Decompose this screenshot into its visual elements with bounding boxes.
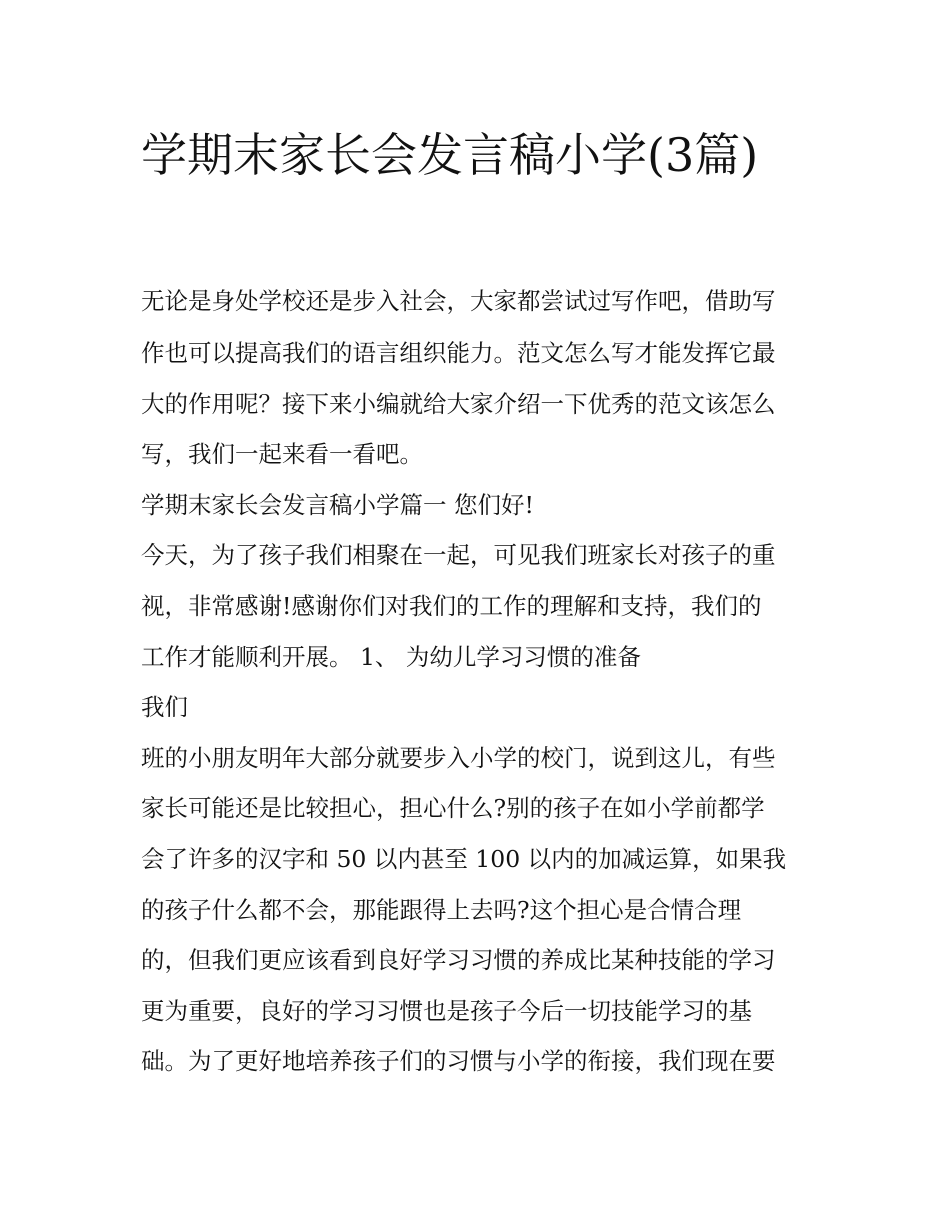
body-line: 我们 xyxy=(141,693,188,721)
body-line: 写，我们一起来看一看吧。 xyxy=(141,440,423,468)
body-line: 班的小朋友明年大部分就要步入小学的校门，说到这儿，有些 xyxy=(141,744,776,772)
body-line: 的，但我们更应该看到良好学习习惯的养成比某种技能的学习 xyxy=(141,946,776,974)
section-heading: 学期末家长会发言稿小学篇一 您们好! xyxy=(141,491,534,519)
body-line: 视，非常感谢!感谢你们对我们的工作的理解和支持，我们的 xyxy=(141,592,762,620)
body-line: 更为重要，良好的学习习惯也是孩子今后一切技能学习的基 xyxy=(141,997,752,1025)
body-line: 作也可以提高我们的语言组织能力。范文怎么写才能发挥它最 xyxy=(141,339,776,367)
body-line: 工作才能顺利开展。 1、 为幼儿学习习惯的准备 xyxy=(141,643,641,671)
body-line: 家长可能还是比较担心，担心什么?别的孩子在如小学前都学 xyxy=(141,794,765,822)
body-line: 会了许多的汉字和 50 以内甚至 100 以内的加减运算，如果我 xyxy=(141,845,787,873)
body-line: 大的作用呢？接下来小编就给大家介绍一下优秀的范文该怎么 xyxy=(141,390,776,418)
body-line: 今天，为了孩子我们相聚在一起，可见我们班家长对孩子的重 xyxy=(141,541,776,569)
document-title: 学期末家长会发言稿小学(3篇) xyxy=(141,128,759,182)
body-line: 的孩子什么都不会，那能跟得上去吗?这个担心是合情合理 xyxy=(141,896,742,924)
body-line: 础。为了更好地培养孩子们的习惯与小学的衔接，我们现在要 xyxy=(141,1047,776,1075)
body-line: 无论是身处学校还是步入社会，大家都尝试过写作吧，借助写 xyxy=(141,287,776,315)
